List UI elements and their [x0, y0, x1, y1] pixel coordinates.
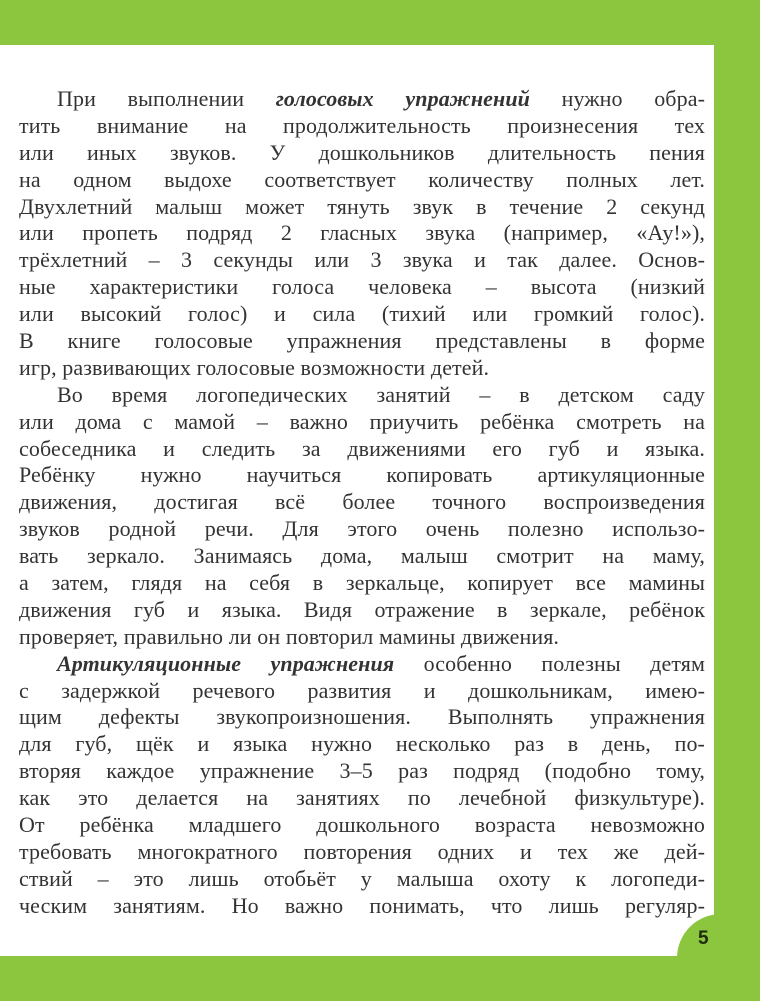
- body-text: проверяет, правильно ли он повторил мамины движения.: [19, 623, 560, 649]
- page-number: 5: [698, 928, 709, 949]
- text-line: [19, 355, 705, 382]
- text-line: [19, 409, 705, 436]
- text-block: [0, 45, 714, 920]
- body-text: При выполнении: [57, 86, 276, 111]
- body-text: нужно обра-: [530, 86, 705, 111]
- body-text: В книге голосовые упражнения представлены в форме: [19, 328, 705, 354]
- body-text: требовать многократного повторения одних и тех же дей-: [19, 838, 705, 864]
- body-text: движения, достигая всё более точного воспроизведения: [19, 489, 705, 515]
- body-text: тить внимание на продолжительность произнесения тех: [19, 112, 705, 138]
- text-line: [19, 436, 705, 463]
- text-line: [19, 462, 705, 489]
- text-line: [19, 758, 705, 785]
- emphasis-text: голосовых упражнений: [275, 86, 531, 111]
- body-text: ные характеристики голоса человека – высота (низкий: [19, 274, 705, 300]
- text-line: [19, 893, 705, 920]
- body-text: как это делается на занятиях по лечебной физкультуре).: [19, 785, 705, 811]
- body-text: или высокий голос) и сила (тихий или громкий голос).: [19, 301, 705, 327]
- body-text: для губ, щёк и языка нужно несколько раз в день, по-: [19, 731, 705, 757]
- body-text: Ребёнку нужно научиться копировать артикуляционные: [19, 462, 705, 488]
- text-line: [19, 624, 705, 651]
- text-line: [19, 866, 705, 893]
- text-line: [19, 570, 705, 597]
- body-text: на одном выдохе соответствует количеству полных лет.: [19, 166, 705, 192]
- body-text: с задержкой речевого развития и дошкольникам, имею-: [19, 677, 705, 703]
- body-text: или дома с мамой – важно приучить ребёнка смотреть на: [19, 408, 705, 434]
- text-line: [19, 167, 705, 194]
- text-line: [19, 382, 705, 409]
- body-text: вторяя каждое упражнение 3–5 раз подряд (подобно тому,: [19, 758, 705, 784]
- text-line: [19, 704, 705, 731]
- body-text: Двухлетний малыш может тянуть звук в течение 2 секунд: [19, 193, 705, 219]
- text-line: [19, 597, 705, 624]
- body-text: вать зеркало. Занимаясь дома, малыш смотрит на маму,: [19, 543, 705, 569]
- body-text: игр, развивающих голосовые возможности детей.: [19, 354, 490, 380]
- body-text: движения губ и языка. Видя отражение в зеркале, ребёнок: [19, 596, 705, 622]
- text-line: [19, 731, 705, 758]
- body-text: собеседника и следить за движениями его губ и языка.: [19, 435, 705, 461]
- text-line: [19, 247, 705, 274]
- text-line: [19, 543, 705, 570]
- body-text: или иных звуков. У дошкольников длительность пения: [19, 139, 705, 165]
- text-line: [19, 785, 705, 812]
- text-line: [19, 678, 705, 705]
- text-line: [19, 489, 705, 516]
- text-line: [19, 651, 705, 678]
- text-line: [19, 516, 705, 543]
- text-line: [19, 140, 705, 167]
- body-text: щим дефекты звукопроизношения. Выполнять упражнения: [19, 704, 705, 730]
- text-line: [19, 194, 705, 221]
- text-line: [19, 113, 705, 140]
- text-line: [19, 839, 705, 866]
- text-line: [19, 220, 705, 247]
- text-line: [19, 812, 705, 839]
- body-text: или пропеть подряд 2 гласных звука (например, «Ау!»),: [19, 220, 705, 246]
- body-text: ческим занятиям. Но важно понимать, что лишь регуляр-: [19, 892, 705, 918]
- emphasis-text: Артикуляционные упражнения: [57, 650, 395, 676]
- body-text: трёхлетний – 3 секунды или 3 звука и так далее. Основ-: [19, 247, 705, 273]
- page-number-tab: [677, 914, 760, 1001]
- text-line: [19, 274, 705, 301]
- body-text: Во время логопедических занятий – в детском саду: [57, 381, 705, 407]
- text-line: [19, 86, 705, 113]
- body-text: От ребёнка младшего дошкольного возраста невозможно: [19, 812, 705, 838]
- body-text: ствий – это лишь отобьёт у малыша охоту к логопеди-: [19, 865, 705, 891]
- text-line: [19, 328, 705, 355]
- body-text: особенно полезны детям: [394, 650, 705, 676]
- body-text: звуков родной речи. Для этого очень полезно использо-: [19, 516, 705, 542]
- text-line: [19, 301, 705, 328]
- body-text: а затем, глядя на себя в зеркальце, копирует все мамины: [19, 570, 705, 596]
- content-page: [0, 45, 714, 956]
